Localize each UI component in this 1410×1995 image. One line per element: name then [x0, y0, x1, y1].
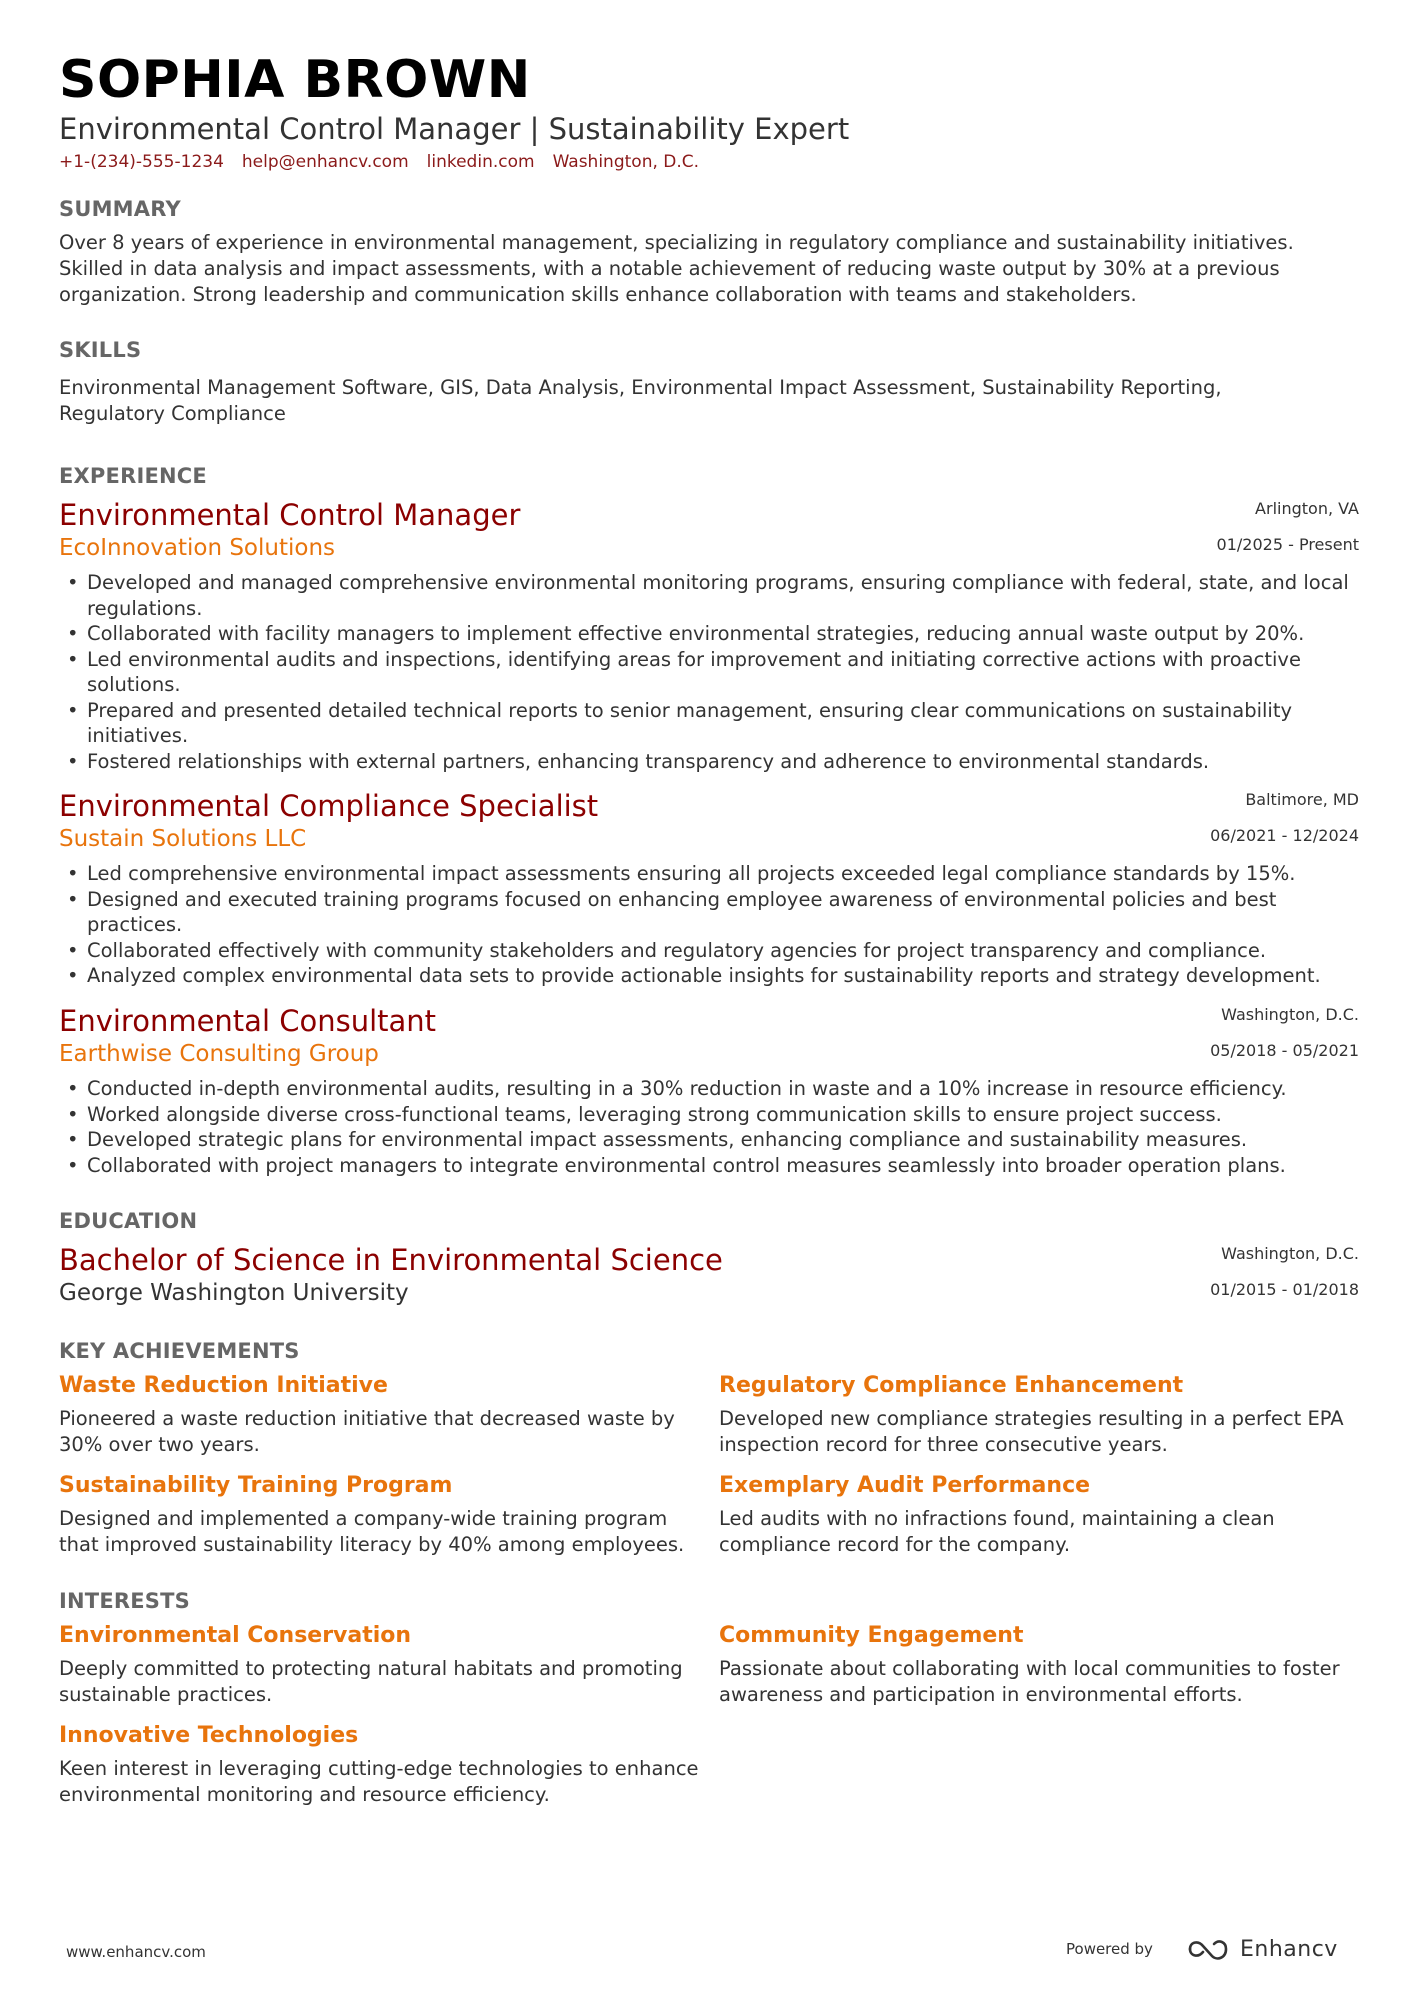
job-location: Arlington, VA	[1255, 499, 1359, 518]
job-title: Environmental Consultant	[59, 1004, 437, 1038]
footer-brand: Enhancv	[1240, 1936, 1338, 1962]
job-bullet: • Led comprehensive environmental impact assessments ensuring all projects exceeded legal compliance standards by 15%.	[59, 861, 1369, 887]
enhancv-logo-icon	[1186, 1936, 1232, 1962]
education-school: George Washington University	[59, 1280, 409, 1306]
summary-text: Over 8 years of experience in environmental management, specializing in regulatory compliance and sustainability initiatives. Skilled in data analysis and impact assessments, with a notable achievement of reducing waste output by 30% at a previous organization. Strong leadership and communication skills enhance collaboration with teams and stakeholders.	[59, 231, 1294, 306]
job-company: Earthwise Consulting Group	[59, 1041, 379, 1067]
interest-title: Innovative Technologies	[59, 1723, 359, 1748]
job-dates: 01/2025 - Present	[1216, 535, 1359, 554]
candidate-title: Environmental Control Manager | Sustainability Expert	[59, 112, 850, 146]
job-dates: 05/2018 - 05/2021	[1210, 1041, 1359, 1060]
achievement-text: Designed and implemented a company-wide training program that improved sustainability literacy by 40% among employees.	[59, 1507, 685, 1556]
interest-item	[719, 1622, 1359, 1708]
interest-title: Environmental Conservation	[59, 1623, 412, 1648]
education-location: Washington, D.C.	[1221, 1244, 1359, 1263]
contact-linkedin[interactable]: linkedin.com	[426, 152, 535, 172]
achievement-text: Developed new compliance strategies resulting in a perfect EPA inspection record for three consecutive years.	[719, 1407, 1344, 1456]
job-bullets	[59, 570, 1369, 774]
achievement-title: Waste Reduction Initiative	[59, 1373, 388, 1398]
achievement-title: Regulatory Compliance Enhancement	[719, 1373, 1184, 1398]
job-bullet: • Led environmental audits and inspections, identifying areas for improvement and initiating corrective actions with proactive solutions.	[59, 647, 1369, 698]
summary-heading: SUMMARY	[59, 197, 181, 221]
education-heading: EDUCATION	[59, 1209, 198, 1233]
interest-item	[59, 1722, 699, 1808]
job-bullet: • Collaborated with project managers to integrate environmental control measures seamlessly into broader operation plans.	[59, 1153, 1369, 1179]
achievement-item	[59, 1372, 699, 1458]
achievement-item	[719, 1372, 1359, 1458]
contact-location: Washington, D.C.	[552, 152, 700, 172]
experience-heading: EXPERIENCE	[59, 464, 207, 488]
contact-line	[59, 151, 717, 173]
job-bullet: • Developed strategic plans for environmental impact assessments, enhancing compliance and sustainability measures.	[59, 1127, 1369, 1153]
job-bullet: • Collaborated with facility managers to implement effective environmental strategies, reducing annual waste output by 20%.	[59, 621, 1369, 647]
job-title: Environmental Compliance Specialist	[59, 789, 599, 823]
achievement-title: Sustainability Training Program	[59, 1473, 453, 1498]
achievements-heading: KEY ACHIEVEMENTS	[59, 1339, 300, 1363]
interest-text: Deeply committed to protecting natural habitats and promoting sustainable practices.	[59, 1657, 683, 1706]
job-title: Environmental Control Manager	[59, 498, 521, 532]
job-dates: 06/2021 - 12/2024	[1210, 826, 1359, 845]
achievement-item	[59, 1472, 699, 1558]
interest-title: Community Engagement	[719, 1623, 1024, 1648]
achievement-text: Pioneered a waste reduction initiative that decreased waste by 30% over two years.	[59, 1407, 675, 1456]
interest-text: Keen interest in leveraging cutting-edge technologies to enhance environmental monitoring and resource efficiency.	[59, 1757, 699, 1806]
job-company: Sustain Solutions LLC	[59, 826, 307, 852]
education-dates: 01/2015 - 01/2018	[1210, 1280, 1359, 1299]
achievement-title: Exemplary Audit Performance	[719, 1473, 1091, 1498]
job-bullet: • Prepared and presented detailed technical reports to senior management, ensuring clear communications on sustainability initiatives.	[59, 698, 1369, 749]
footer-powered-by: Powered by	[1066, 1940, 1153, 1958]
job-bullet: • Designed and executed training programs focused on enhancing employee awareness of environmental policies and best practices.	[59, 887, 1369, 938]
candidate-name: SOPHIA BROWN	[59, 50, 531, 110]
job-bullets	[59, 861, 1369, 989]
footer-logo[interactable]	[1186, 1932, 1338, 1966]
job-bullets	[59, 1076, 1369, 1178]
achievement-item	[719, 1472, 1359, 1558]
job-location: Baltimore, MD	[1245, 790, 1359, 809]
job-bullet: • Collaborated effectively with community stakeholders and regulatory agencies for project transparency and compliance.	[59, 938, 1369, 964]
footer-url[interactable]: www.enhancv.com	[66, 1943, 206, 1961]
education-degree: Bachelor of Science in Environmental Science	[59, 1243, 723, 1277]
job-location: Washington, D.C.	[1221, 1005, 1359, 1024]
contact-phone[interactable]: +1-(234)-555-1234	[59, 152, 224, 172]
job-bullet: • Analyzed complex environmental data sets to provide actionable insights for sustainability reports and strategy development.	[59, 963, 1369, 989]
skills-text: Environmental Management Software, GIS, Data Analysis, Environmental Impact Assessment, Sustainability Reporting, Regulatory Compliance	[59, 376, 1222, 425]
interests-heading: INTERESTS	[59, 1589, 190, 1613]
job-bullet: • Fostered relationships with external partners, enhancing transparency and adherence to environmental standards.	[59, 749, 1369, 775]
job-bullet: • Conducted in-depth environmental audits, resulting in a 30% reduction in waste and a 10% increase in resource efficiency.	[59, 1076, 1369, 1102]
job-bullet: • Worked alongside diverse cross-functional teams, leveraging strong communication skills to ensure project success.	[59, 1102, 1369, 1128]
skills-heading: SKILLS	[59, 338, 142, 362]
job-bullet: • Developed and managed comprehensive environmental monitoring programs, ensuring compliance with federal, state, and local regulations.	[59, 570, 1369, 621]
interest-text: Passionate about collaborating with local communities to foster awareness and participation in environmental efforts.	[719, 1657, 1340, 1706]
contact-email[interactable]: help@enhancv.com	[241, 152, 409, 172]
interest-item	[59, 1622, 699, 1708]
job-company: EcoInnovation Solutions	[59, 535, 336, 561]
achievement-text: Led audits with no infractions found, maintaining a clean compliance record for the company.	[719, 1507, 1275, 1556]
